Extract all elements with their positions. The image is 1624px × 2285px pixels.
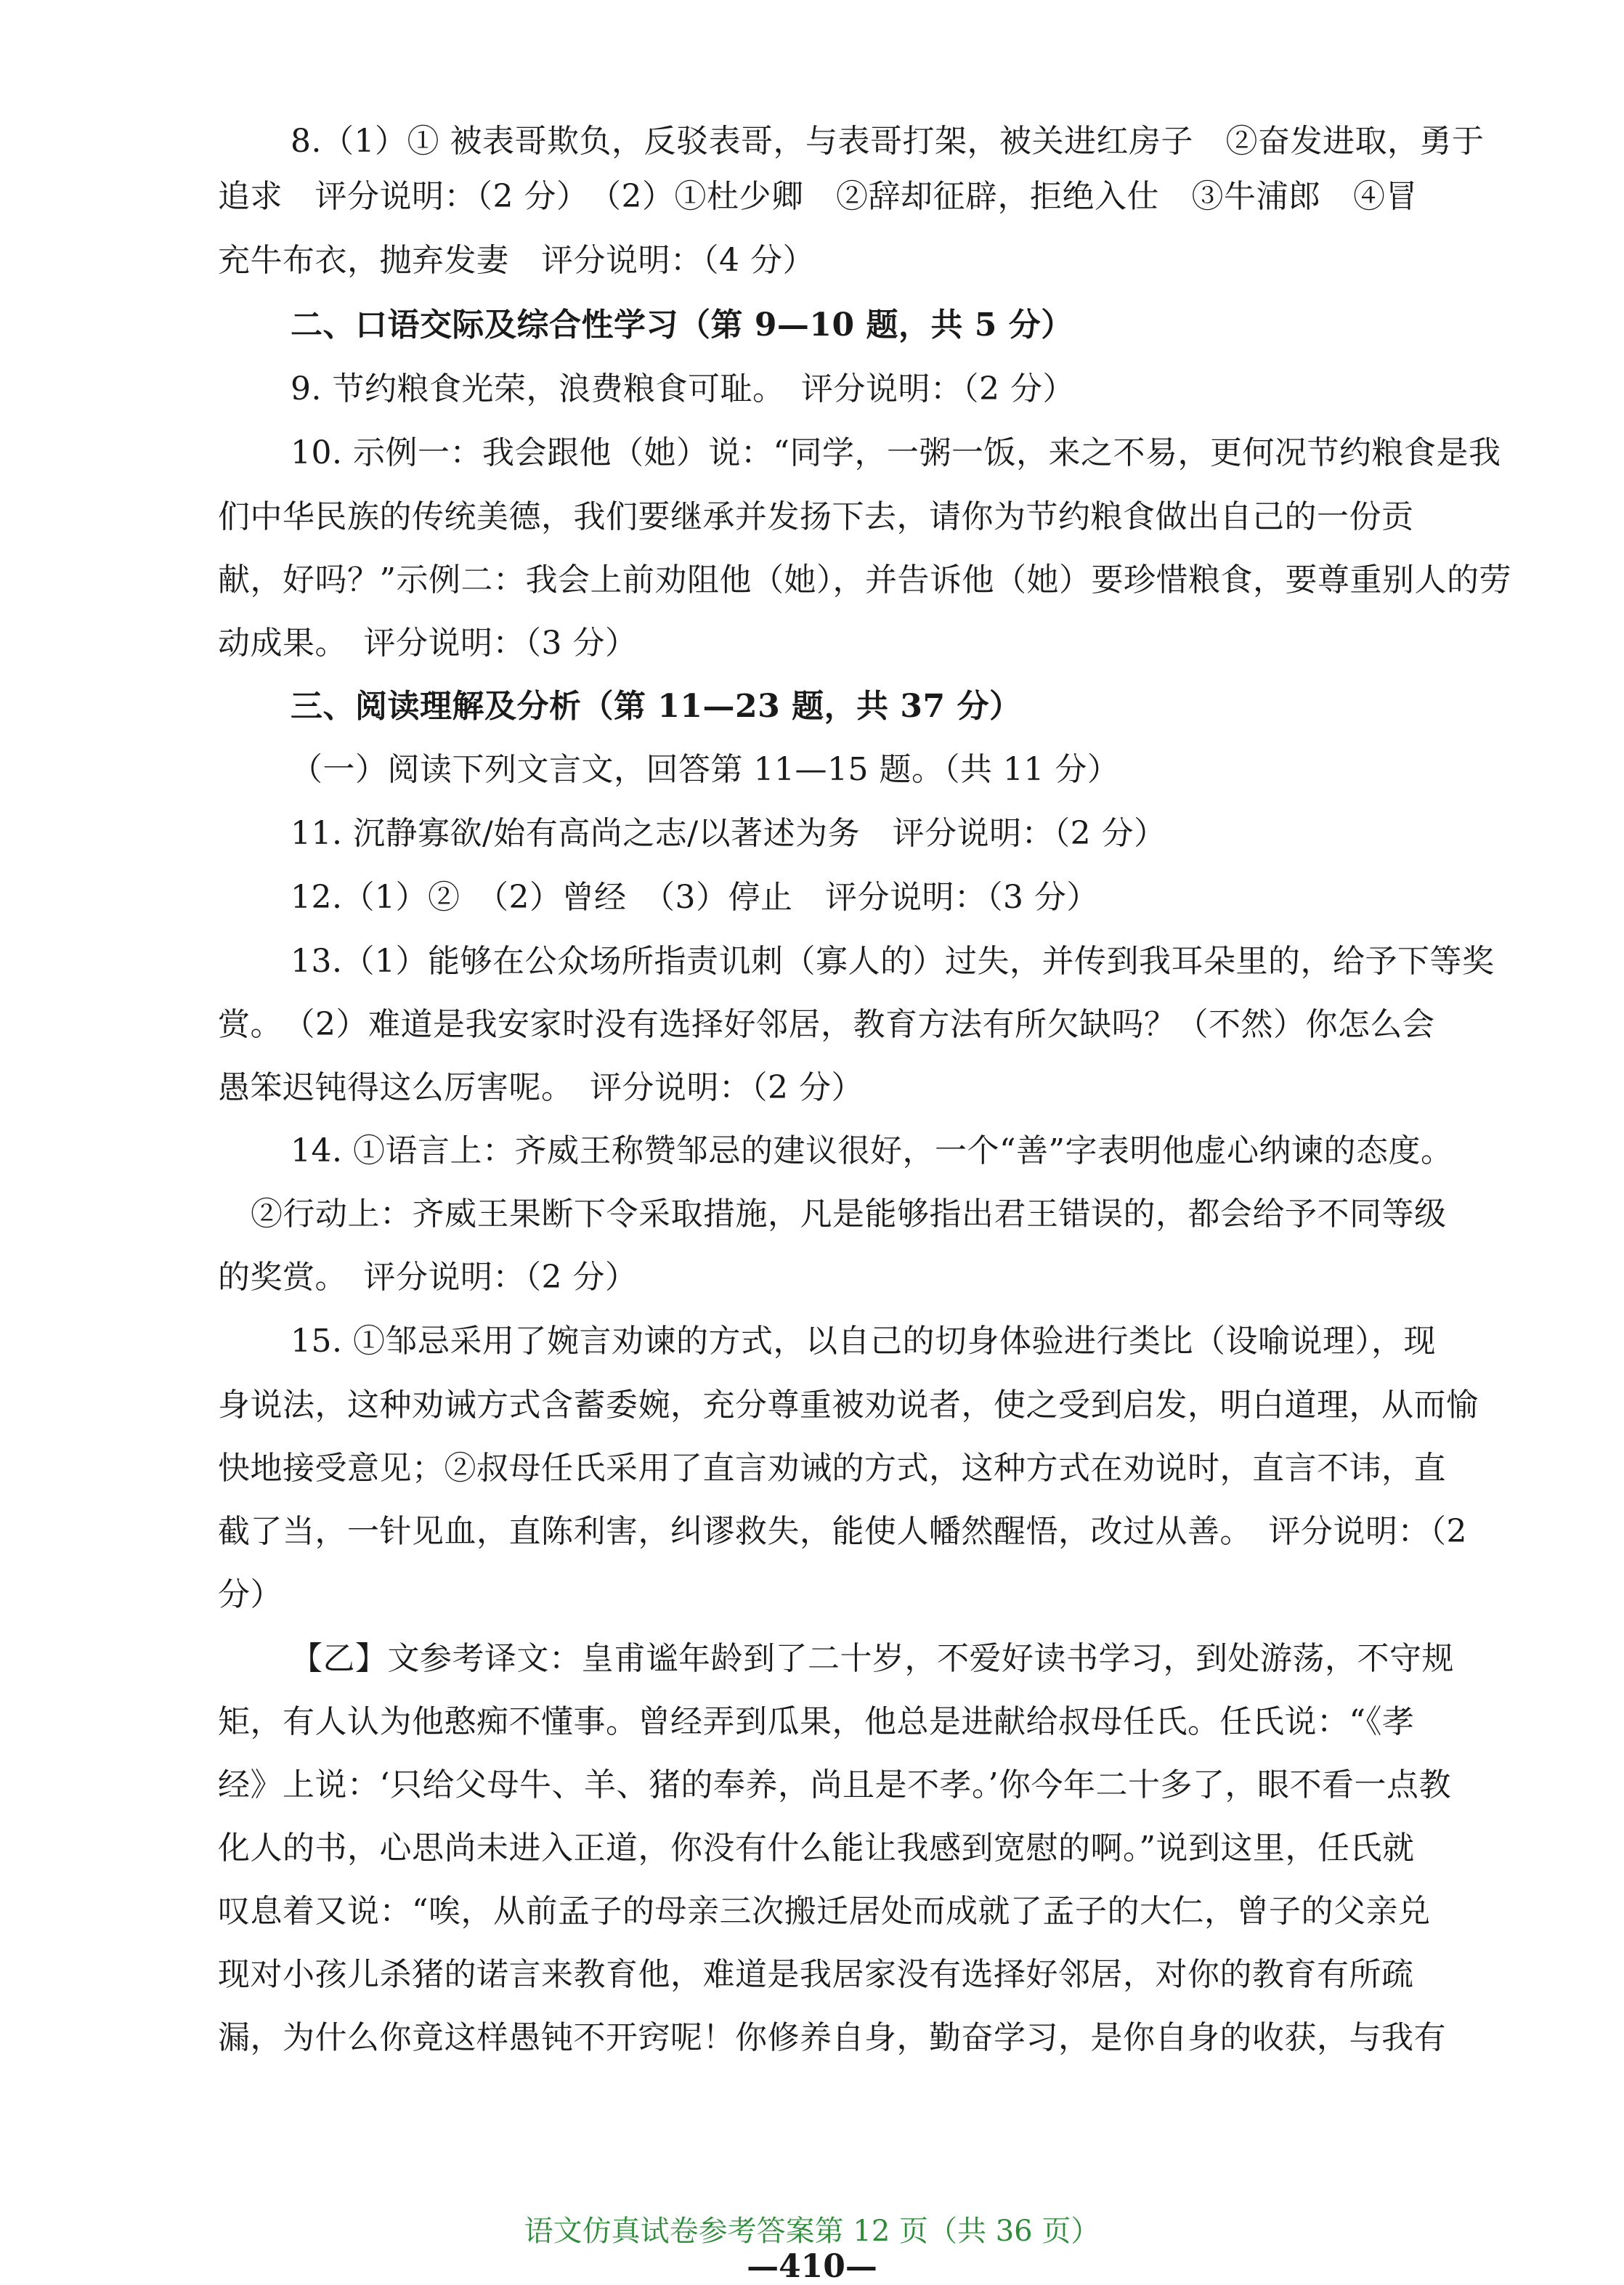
translation-line-2: 矩，有人认为他憨痴不懂事。曾经弄到瓜果，他总是进献给叔母任氏。任氏说：“《孝 [218, 1703, 1415, 1740]
translation-line-4: 化人的书，心思尚未进入正道，你没有什么能让我感到宽慰的啊。”说到这里，任氏就 [218, 1830, 1415, 1867]
answer-10-line-1: 10. 示例一：我会跟他（她）说：“同学，一粥一饭，来之不易，更何况节约粮食是我 [291, 434, 1501, 471]
answer-10-line-3: 献，好吗？”示例二：我会上前劝阻他（她），并告诉他（她）要珍惜粮食，要尊重别人的劳 [218, 561, 1511, 598]
answer-15-line-2: 身说法，这种劝诫方式含蓄委婉，充分尊重被劝说者，使之受到启发，明白道理，从而愉 [218, 1387, 1479, 1424]
answer-15-line-1: 15. ①邹忌采用了婉言劝谏的方式，以自己的切身体验进行类比（设喻说理），现 [291, 1323, 1436, 1360]
answer-10-line-4: 动成果。 评分说明：（3 分） [218, 625, 638, 662]
answer-14-line-3: 的奖赏。 评分说明：（2 分） [218, 1259, 638, 1296]
translation-line-6: 现对小孩儿杀猪的诺言来教育他，难道是我居家没有选择好邻居，对你的教育有所疏 [218, 1956, 1414, 1993]
answer-8-line-1: 8.（1）① 被表哥欺负，反驳表哥，与表哥打架，被关进红房子 ②奋发进取，勇于 [291, 123, 1485, 160]
answer-8-line-3: 充牛布衣，抛弃发妻 评分说明：（4 分） [218, 242, 815, 279]
section-2-heading: 二、口语交际及综合性学习（第 9—10 题，共 5 分） [291, 307, 1073, 344]
page-footer: 语文仿真试卷参考答案第 12 页（共 36 页） [524, 2215, 1100, 2248]
answer-11: 11. 沉静寡欲/始有高尚之志/以著述为务 评分说明：（2 分） [291, 815, 1166, 852]
answer-13-line-3: 愚笨迟钝得这么厉害呢。 评分说明：（2 分） [218, 1069, 864, 1106]
answer-12: 12.（1）② （2）曾经 （3）停止 评分说明：（3 分） [291, 879, 1099, 916]
answer-15-line-5: 分） [218, 1576, 283, 1613]
answer-14-line-1: 14. ①语言上：齐威王称赞邹忌的建议很好，一个“善”字表明他虚心纳谏的态度。 [291, 1132, 1453, 1169]
subsection-1-heading: （一）阅读下列文言文，回答第 11—15 题。（共 11 分） [291, 751, 1120, 788]
answer-9: 9. 节约粮食光荣，浪费粮食可耻。 评分说明：（2 分） [291, 370, 1075, 407]
answer-14-line-2: ②行动上：齐威王果断下令采取措施，凡是能够指出君王错误的，都会给予不同等级 [251, 1196, 1447, 1233]
translation-line-7: 漏，为什么你竟这样愚钝不开窍呢！你修养自身，勤奋学习，是你自身的收获，与我有 [218, 2019, 1446, 2056]
translation-line-1: 【乙】文参考译文：皇甫谧年龄到了二十岁，不爱好读书学习，到处游荡，不守规 [291, 1640, 1454, 1677]
answer-8-line-2: 追求 评分说明：（2 分） （2）①杜少卿 ②辞却征辟，拒绝入仕 ③牛浦郎 ④冒 [218, 178, 1418, 215]
page-number: —410— [747, 2248, 877, 2285]
answer-15-line-3: 快地接受意见；②叔母任氏采用了直言劝诫的方式，这种方式在劝说时，直言不讳，直 [218, 1450, 1446, 1487]
section-3-heading: 三、阅读理解及分析（第 11—23 题，共 37 分） [291, 688, 1022, 725]
answer-10-line-2: 们中华民族的传统美德，我们要继承并发扬下去，请你为节约粮食做出自己的一份贡 [218, 498, 1414, 535]
answer-13-line-1: 13.（1）能够在公众场所指责讥刺（寡人的）过失，并传到我耳朵里的，给予下等奖 [291, 943, 1495, 980]
translation-line-3: 经》上说：‘只给父母牛、羊、猪的奉养，尚且是不孝。’你今年二十多了，眼不看一点教 [218, 1766, 1451, 1803]
translation-line-5: 叹息着又说：“唉，从前孟子的母亲三次搬迁居处而成就了孟子的大仁，曾子的父亲兑 [218, 1893, 1431, 1930]
answer-13-line-2: 赏。 （2）难道是我安家时没有选择好邻居，教育方法有所欠缺吗？（不然）你怎么会 [218, 1006, 1435, 1043]
answer-15-line-4: 截了当，一针见血，直陈利害，纠谬救失，能使人幡然醒悟，改过从善。 评分说明：（2 [218, 1513, 1467, 1550]
